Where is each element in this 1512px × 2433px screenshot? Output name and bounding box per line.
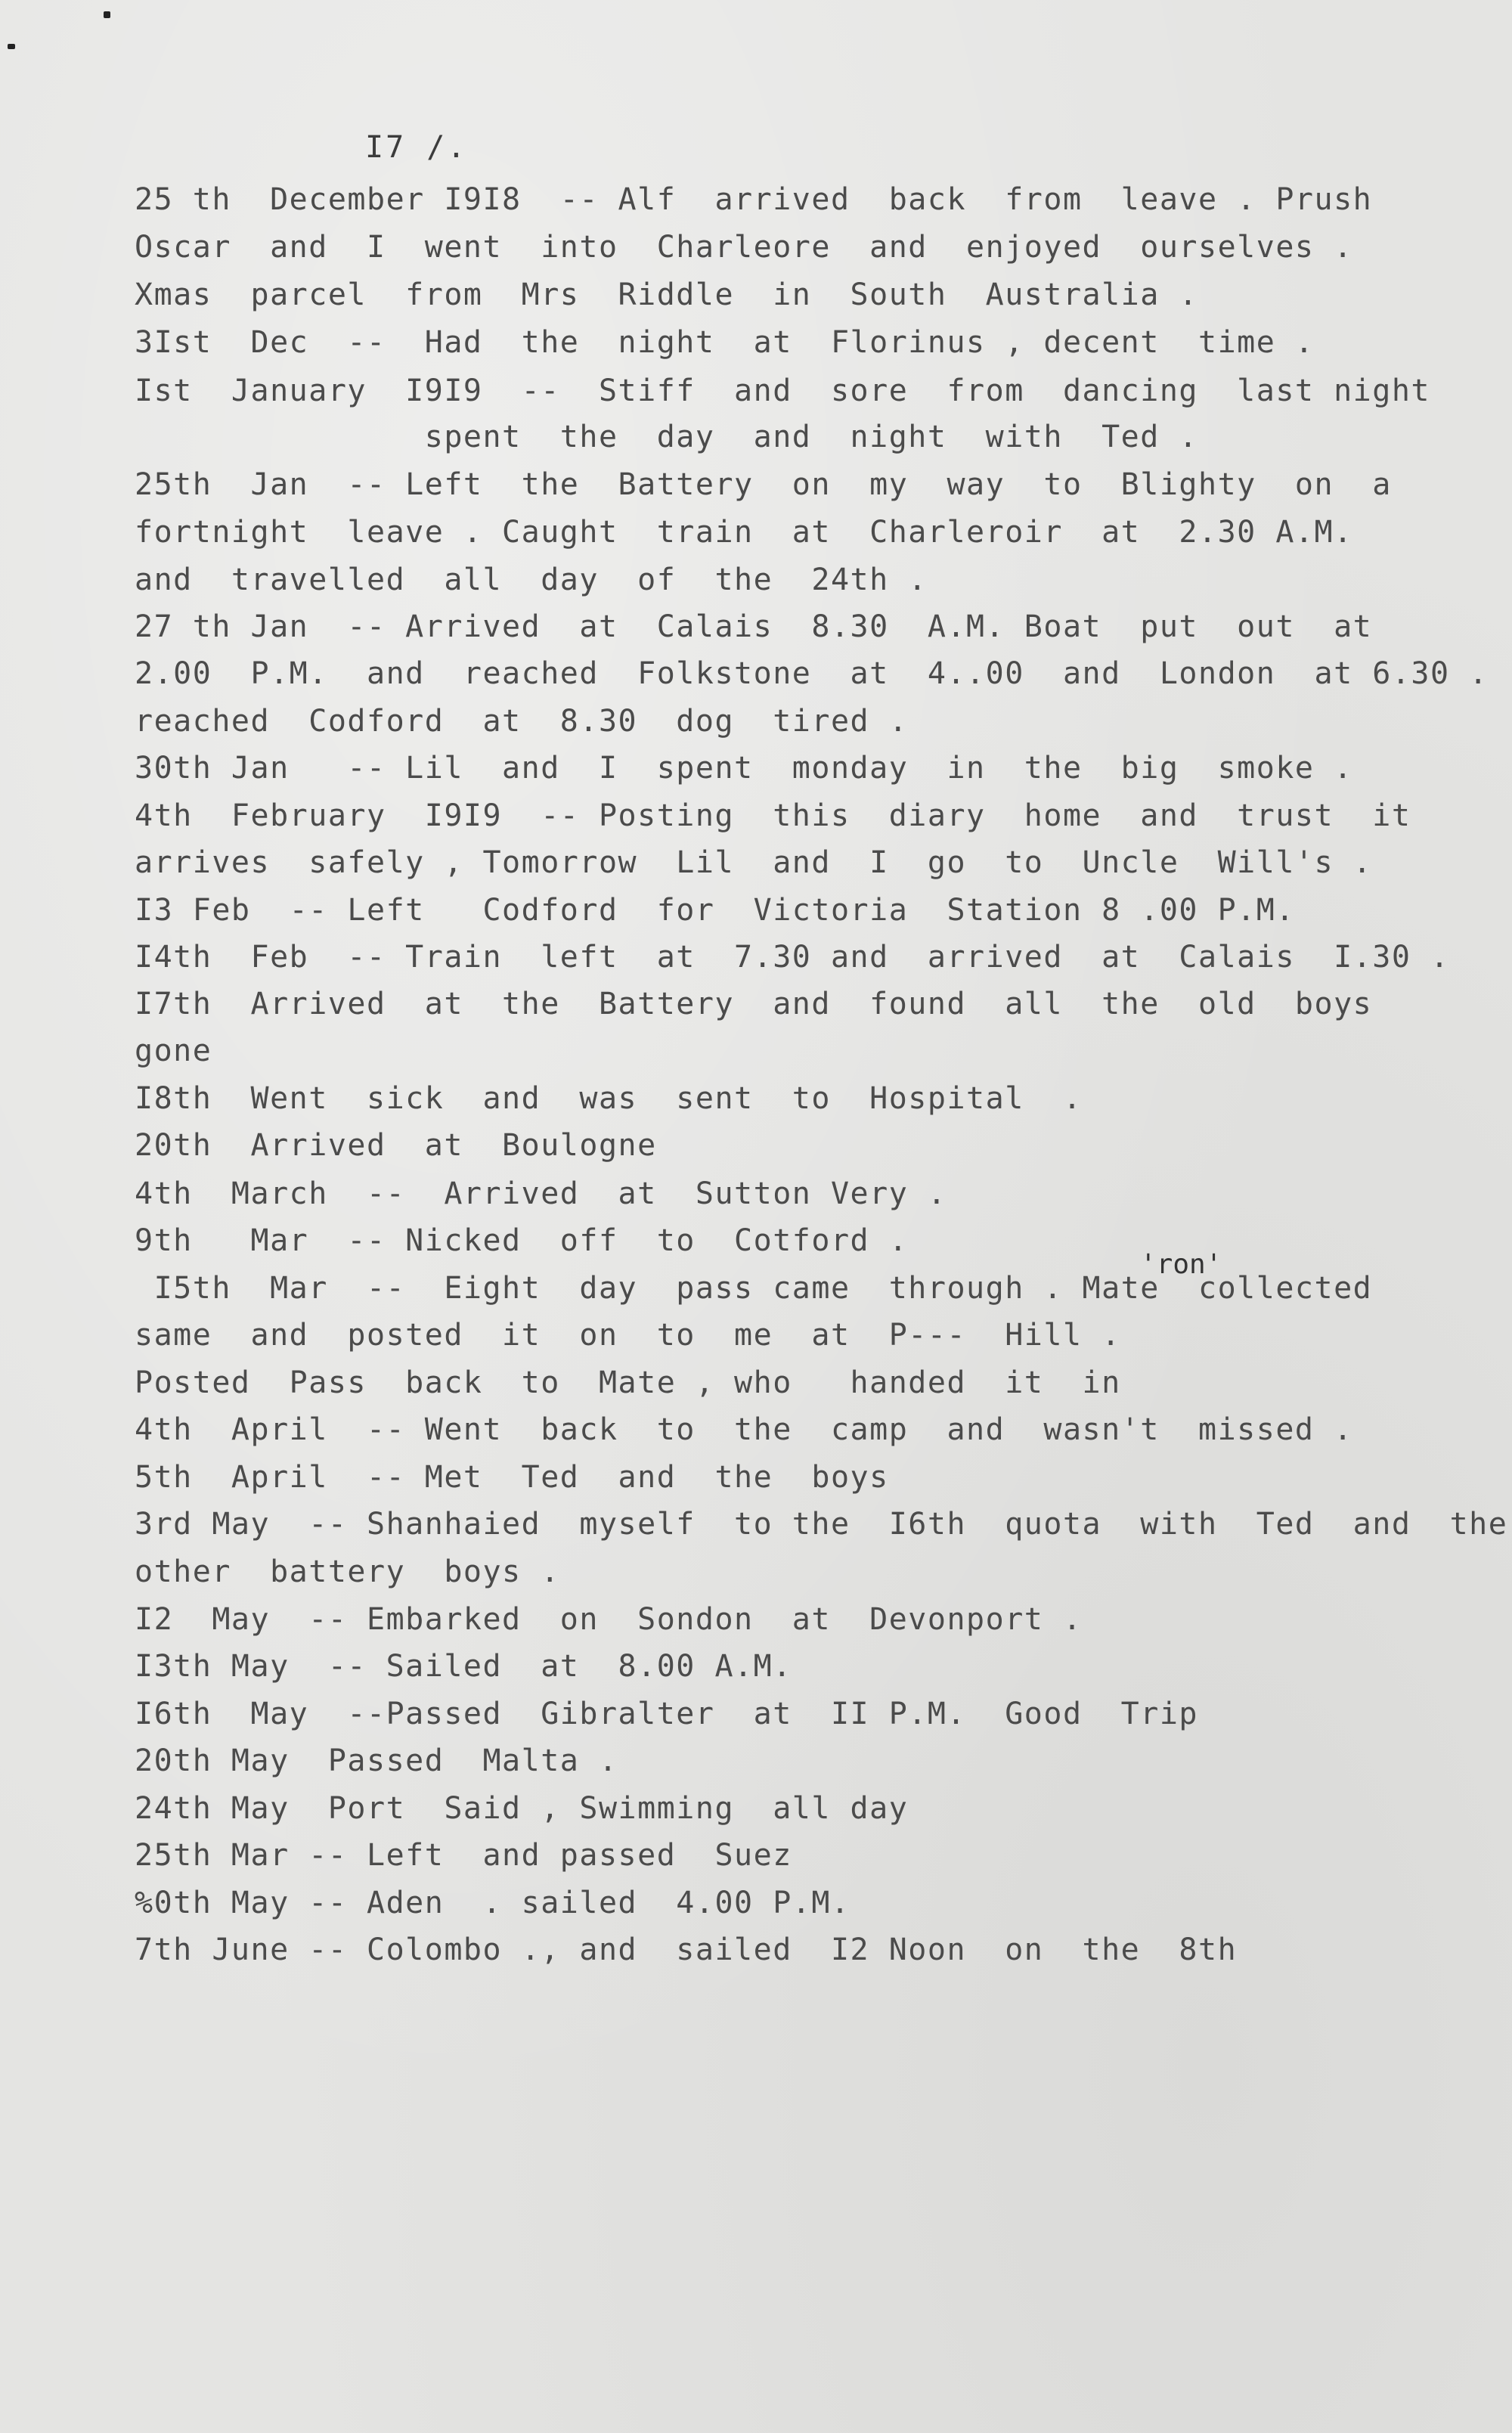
diary-line: and travelled all day of the 24th . [135,563,928,597]
handwritten-annotation: 'ron' [1140,1249,1222,1280]
diary-line: 4th April -- Went back to the camp and wasn't missed . [135,1412,1353,1447]
diary-line: I2 May -- Embarked on Sondon at Devonport . [135,1602,1083,1637]
diary-line: Xmas parcel from Mrs Riddle in South Australia . [135,277,1199,312]
diary-line: 4th February I9I9 -- Posting this diary home and trust it [135,798,1411,833]
diary-line: I7th Arrived at the Battery and found all the old boys [135,987,1373,1021]
diary-line: 25th Jan -- Left the Battery on my way to Blighty on a [135,467,1392,502]
diary-line: arrives safely , Tomorrow Lil and I go to Uncle Will's . [135,845,1373,880]
diary-line: Ist January I9I9 -- Stiff and sore from dancing last night [135,373,1430,408]
diary-line: same and posted it on to me at P--- Hill . [135,1318,1121,1353]
diary-line: I3th May -- Sailed at 8.00 A.M. [135,1649,792,1684]
diary-line: I8th Went sick and was sent to Hospital . [135,1081,1083,1116]
diary-line: %0th May -- Aden . sailed 4.00 P.M. [135,1886,850,1920]
diary-line: 4th March -- Arrived at Sutton Very . [135,1176,947,1211]
diary-line: Posted Pass back to Mate , who handed it in [135,1365,1121,1400]
diary-line: 25th Mar -- Left and passed Suez [135,1838,792,1873]
diary-line: 3Ist Dec -- Had the night at Florinus , decent time . [135,325,1315,360]
diary-line: 9th Mar -- Nicked off to Cotford . [135,1223,909,1258]
diary-line: other battery boys . [135,1554,560,1589]
diary-line: 25 th December I9I8 -- Alf arrived back from leave . Prush [135,182,1373,217]
diary-line: I5th Mar -- Eight day pass came through . Mate collected [135,1271,1373,1306]
diary-line: reached Codford at 8.30 dog tired . [135,704,909,739]
diary-line: 24th May Port Said , Swimming all day [135,1791,909,1826]
diary-line: gone [135,1034,212,1068]
diary-line: I3 Feb -- Left Codford for Victoria Station 8 .00 P.M. [135,893,1295,928]
diary-line: I6th May --Passed Gibralter at II P.M. Good Trip [135,1697,1199,1731]
diary-line: 5th April -- Met Ted and the boys [135,1460,889,1495]
diary-line: fortnight leave . Caught train at Charleroir at 2.30 A.M. [135,515,1353,550]
corner-mark [104,11,110,18]
corner-mark [8,44,15,49]
diary-line: 2.00 P.M. and reached Folkstone at 4..00 and London at 6.30 . [135,656,1489,691]
diary-line: 30th Jan -- Lil and I spent monday in the big smoke . [135,751,1353,786]
diary-line: 20th Arrived at Boulogne [135,1128,657,1163]
diary-line: 27 th Jan -- Arrived at Calais 8.30 A.M. Boat put out at [135,609,1373,644]
page-number: I7 /. [365,130,468,165]
diary-line: Oscar and I went into Charleore and enjoyed ourselves . [135,230,1353,265]
diary-line: 3rd May -- Shanhaied myself to the I6th quota with Ted and the [135,1507,1508,1542]
diary-line: I4th Feb -- Train left at 7.30 and arrived at Calais I.30 . [135,940,1450,975]
diary-line: 7th June -- Colombo ., and sailed I2 Noon on the 8th [135,1932,1238,1967]
diary-line: spent the day and night with Ted . [135,420,1199,454]
diary-line: 20th May Passed Malta . [135,1743,618,1778]
